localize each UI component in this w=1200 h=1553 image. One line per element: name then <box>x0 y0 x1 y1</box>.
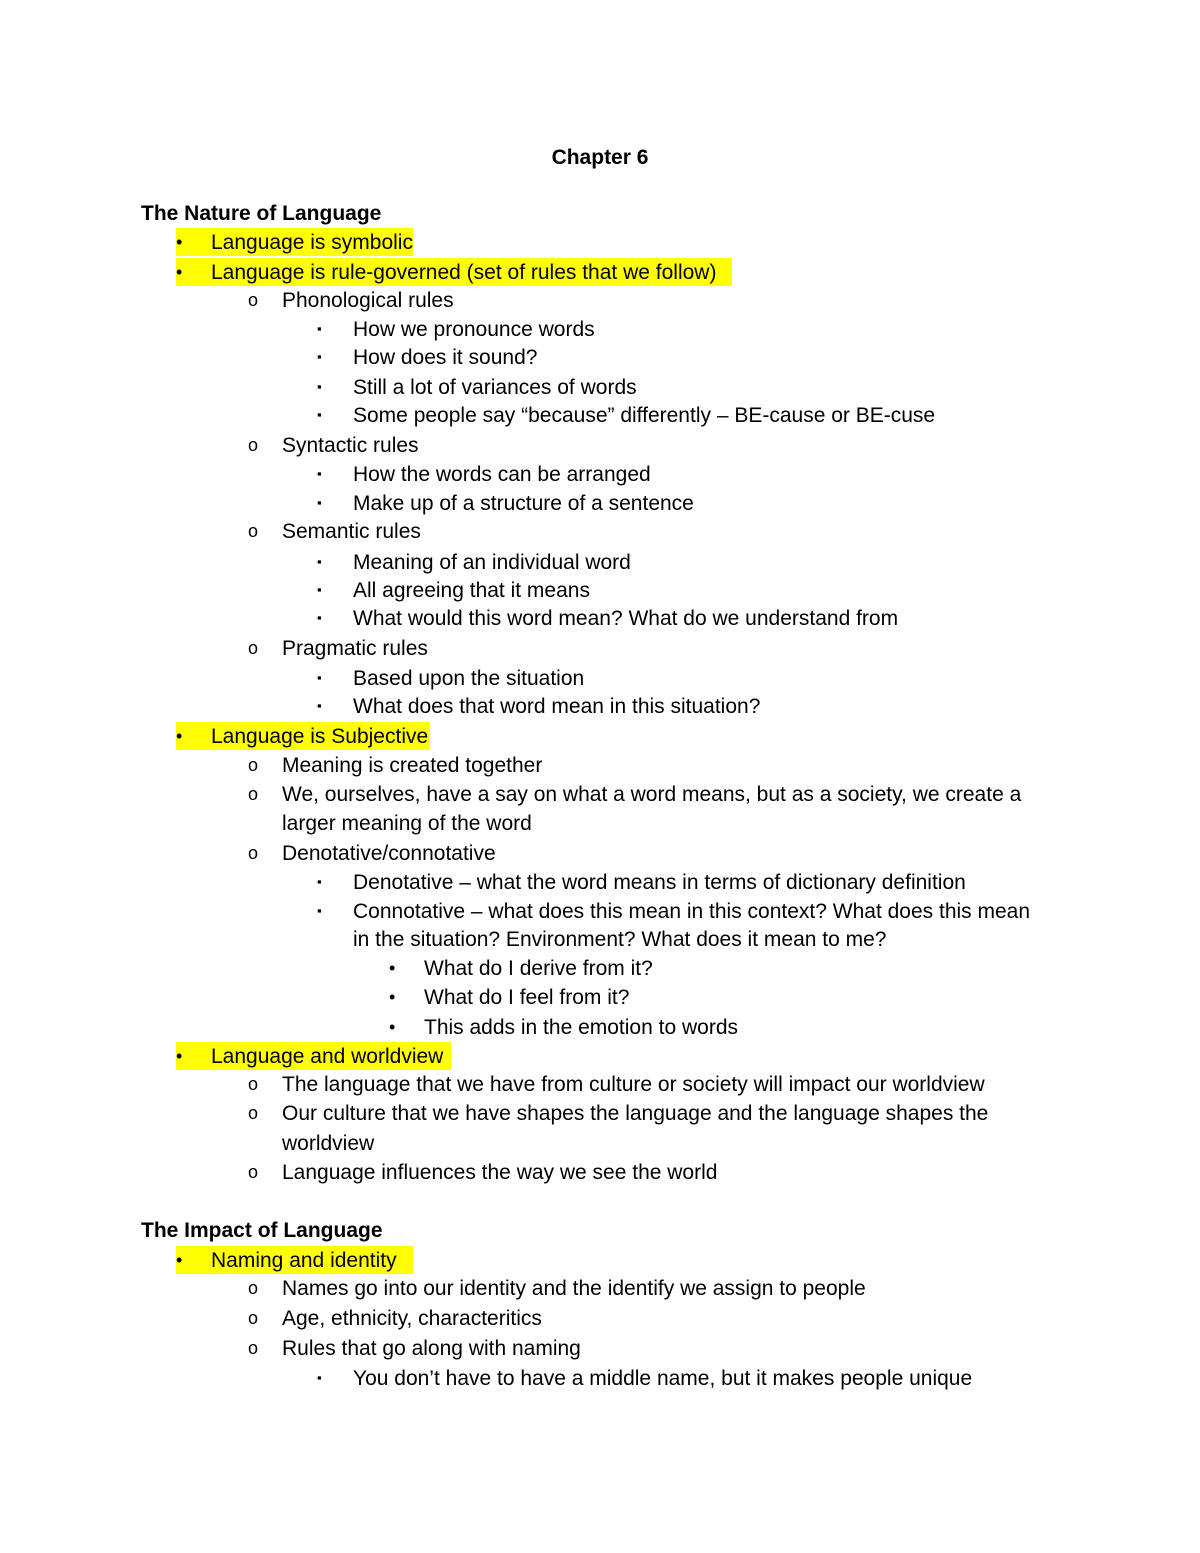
list-item <box>317 897 1031 927</box>
list-item-text: Meaning of an individual word <box>353 551 631 574</box>
list-item <box>248 1070 985 1100</box>
square-marker: ▪ <box>317 407 322 422</box>
list-item-text: Language influences the way we see the world <box>282 1161 718 1184</box>
square-marker: ▪ <box>317 466 322 481</box>
list-item-text: Rules that go along with naming <box>282 1337 581 1360</box>
list-item <box>248 839 496 869</box>
square-marker: ▪ <box>317 903 322 918</box>
list-item-text: Language is Subjective <box>211 725 429 748</box>
list-item <box>248 1334 581 1364</box>
list-item-continuation <box>353 925 886 955</box>
square-marker: ▪ <box>317 874 322 889</box>
list-item-text: What would this word mean? What do we understand from <box>353 607 899 630</box>
page-title: Chapter 6 <box>551 146 649 169</box>
list-item-text: Age, ethnicity, characteritics <box>282 1307 542 1330</box>
list-item-text: Semantic rules <box>282 520 421 543</box>
list-item <box>248 517 421 547</box>
bullet-marker: • <box>389 1017 396 1037</box>
list-item <box>176 1246 397 1276</box>
list-item <box>317 576 590 606</box>
list-item-text: How does it sound? <box>353 346 538 369</box>
circle-marker: o <box>248 1074 259 1094</box>
circle-marker: o <box>248 638 259 658</box>
circle-marker: o <box>248 843 259 863</box>
list-item-text: You don’t have to have a middle name, but it makes people unique <box>353 1367 973 1390</box>
circle-marker: o <box>248 1308 259 1328</box>
list-item <box>317 489 694 519</box>
square-marker: ▪ <box>317 670 322 685</box>
list-item <box>248 751 543 781</box>
section-heading-impact: The Impact of Language <box>141 1219 383 1242</box>
list-item-text: What do I feel from it? <box>424 986 630 1009</box>
list-item-text: Phonological rules <box>282 289 454 312</box>
list-item <box>317 604 899 634</box>
list-item-text: Meaning is created together <box>282 754 543 777</box>
circle-marker: o <box>248 1338 259 1358</box>
list-item-text: Names go into our identity and the identify we assign to people <box>282 1277 866 1300</box>
list-item-text: Naming and identity <box>211 1249 397 1272</box>
section-heading-nature: The Nature of Language <box>141 202 382 225</box>
list-item-text: Based upon the situation <box>353 667 585 690</box>
bullet-marker: • <box>176 1046 183 1066</box>
square-marker: ▪ <box>317 379 322 394</box>
list-item <box>248 431 419 461</box>
list-item-text: Denotative – what the word means in terms of dictionary definition <box>353 871 966 894</box>
list-item-text: What does that word mean in this situation? <box>353 695 761 718</box>
list-item <box>317 692 761 722</box>
list-item-text: The language that we have from culture or society will impact our worldview <box>282 1073 985 1096</box>
list-item-text: Pragmatic rules <box>282 637 428 660</box>
list-item-text: Language is rule-governed (set of rules that we follow) <box>211 261 717 284</box>
list-item <box>389 954 653 984</box>
square-marker: ▪ <box>317 554 322 569</box>
list-item-text: We, ourselves, have a say on what a word means, but as a society, we create a <box>282 783 1022 806</box>
list-item <box>176 258 717 288</box>
circle-marker: o <box>248 1103 259 1123</box>
list-item-text: Our culture that we have shapes the language and the language shapes the <box>282 1102 989 1125</box>
circle-marker: o <box>248 290 259 310</box>
list-item-text: Some people say “because” differently – BE-cause or BE-cuse <box>353 404 936 427</box>
square-marker: ▪ <box>317 321 322 336</box>
list-item-text: How the words can be arranged <box>353 463 651 486</box>
list-item-text: How we pronounce words <box>353 318 595 341</box>
list-item <box>248 1158 718 1188</box>
list-item <box>248 286 454 316</box>
circle-marker: o <box>248 1162 259 1182</box>
square-marker: ▪ <box>317 1370 322 1385</box>
bullet-marker: • <box>176 726 183 746</box>
list-item <box>248 780 1022 810</box>
square-marker: ▪ <box>317 698 322 713</box>
list-item-text: larger meaning of the word <box>282 812 532 835</box>
list-item <box>389 1013 738 1043</box>
list-item-text: Denotative/connotative <box>282 842 496 865</box>
list-item-text: Make up of a structure of a sentence <box>353 492 694 515</box>
square-marker: ▪ <box>317 582 322 597</box>
list-item <box>248 634 428 664</box>
list-item-text: in the situation? Environment? What does it mean to me? <box>353 928 887 951</box>
bullet-marker: • <box>389 958 396 978</box>
square-marker: ▪ <box>317 495 322 510</box>
list-item <box>317 664 585 694</box>
circle-marker: o <box>248 1278 259 1298</box>
list-item-text: Language and worldview <box>211 1045 444 1068</box>
list-item <box>317 401 936 431</box>
list-item <box>176 228 413 258</box>
list-item <box>317 868 966 898</box>
bullet-marker: • <box>176 262 183 282</box>
list-item <box>317 548 631 578</box>
list-item <box>248 1304 542 1334</box>
circle-marker: o <box>248 435 259 455</box>
list-item <box>176 1042 444 1072</box>
list-item-continuation <box>282 1129 374 1159</box>
list-item <box>317 373 637 403</box>
list-item-text: Syntactic rules <box>282 434 419 457</box>
list-item <box>248 1099 989 1129</box>
list-item-continuation <box>282 809 532 839</box>
list-item <box>317 460 651 490</box>
list-item <box>248 1274 866 1304</box>
bullet-marker: • <box>176 1250 183 1270</box>
list-item <box>389 983 630 1013</box>
list-item <box>317 315 595 345</box>
circle-marker: o <box>248 755 259 775</box>
circle-marker: o <box>248 521 259 541</box>
square-marker: ▪ <box>317 349 322 364</box>
list-item <box>176 722 429 752</box>
list-item-text: Connotative – what does this mean in this context? What does this mean <box>353 900 1031 923</box>
list-item-text: This adds in the emotion to words <box>424 1016 738 1039</box>
circle-marker: o <box>248 784 259 804</box>
list-item-text: What do I derive from it? <box>424 957 653 980</box>
bullet-marker: • <box>389 987 396 1007</box>
square-marker: ▪ <box>317 610 322 625</box>
list-item-text: Language is symbolic <box>211 231 413 254</box>
bullet-marker: • <box>176 232 183 252</box>
list-item-text: Still a lot of variances of words <box>353 376 637 399</box>
list-item-text: All agreeing that it means <box>353 579 590 602</box>
list-item <box>317 1364 973 1394</box>
list-item <box>317 343 538 373</box>
list-item-text: worldview <box>282 1132 375 1155</box>
